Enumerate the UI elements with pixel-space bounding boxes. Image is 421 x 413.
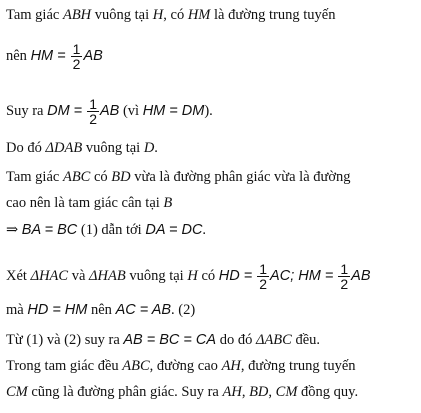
text: Tam giác	[6, 169, 63, 185]
fraction	[87, 97, 99, 126]
math: AC = AB	[115, 302, 172, 318]
math: H	[187, 267, 198, 284]
math: AB	[99, 102, 120, 119]
text: ).	[204, 102, 213, 119]
fraction-denominator: 2	[72, 56, 81, 72]
text: (1) dẫn tới	[77, 222, 146, 238]
math: ;	[290, 267, 299, 284]
text: ⇒	[6, 222, 22, 238]
math: AB	[83, 47, 103, 64]
line-7	[6, 221, 206, 239]
fraction-denominator: 2	[259, 276, 268, 292]
math: =	[69, 102, 87, 119]
text: cũng là đường phân giác. Suy ra	[27, 384, 223, 400]
text: , đường trung tuyến	[240, 358, 356, 374]
text: .	[202, 222, 207, 238]
math: D	[143, 140, 155, 156]
line-9	[6, 301, 195, 319]
text: và	[68, 267, 90, 284]
math: ΔHAC	[30, 267, 69, 284]
math: DM	[47, 102, 70, 119]
text: Từ (1) và (2) suy ra	[6, 332, 124, 348]
text: ,	[268, 384, 276, 400]
math: CM	[275, 384, 298, 400]
fraction	[71, 42, 83, 71]
line-8	[6, 262, 371, 291]
math: =	[53, 47, 70, 64]
math: HM	[30, 47, 54, 64]
line-11	[6, 357, 356, 375]
fraction-denominator: 2	[340, 276, 349, 292]
line-2	[6, 42, 103, 71]
math: AH	[221, 358, 241, 374]
math: HM = DM	[142, 102, 205, 119]
math: AB	[351, 267, 371, 284]
text: vuông tại	[82, 140, 144, 156]
text: cao nên là tam giác cân tại	[6, 195, 164, 211]
math: HM	[187, 7, 211, 23]
line-4	[6, 139, 158, 157]
fraction-numerator: 1	[72, 41, 81, 57]
text: Do đó	[6, 140, 46, 156]
math: AH	[222, 384, 242, 400]
text: Tam giác	[6, 7, 63, 23]
text: (vì	[119, 102, 143, 119]
line-3	[6, 97, 213, 126]
math: ΔHAB	[89, 267, 126, 284]
text: Trong tam giác đều	[6, 358, 123, 374]
math: AC	[270, 267, 291, 284]
text: đều.	[291, 332, 321, 348]
math: =	[320, 267, 338, 284]
math: B	[163, 195, 173, 211]
math: ΔABC	[255, 332, 292, 348]
math: CM	[6, 384, 28, 400]
text: . (2)	[171, 302, 196, 318]
math: BD	[249, 384, 269, 400]
text: , đường cao	[149, 358, 222, 374]
fraction	[257, 262, 269, 291]
fraction-numerator: 1	[340, 261, 349, 277]
math: AB = BC = CA	[123, 332, 217, 348]
math: BD	[111, 169, 131, 185]
text: là đường trung tuyến	[210, 7, 336, 23]
text: có	[197, 267, 219, 284]
text: nên	[6, 47, 31, 64]
math: ABC	[122, 358, 150, 374]
text: .	[154, 140, 158, 156]
fraction-numerator: 1	[259, 261, 268, 277]
math: ABC	[62, 169, 91, 185]
math: =	[239, 267, 257, 284]
math: BA = BC	[21, 222, 78, 238]
line-10	[6, 331, 320, 349]
text: vừa là đường phân giác vừa là đường	[130, 169, 351, 185]
text: vuông tại	[91, 7, 153, 23]
line-1	[6, 6, 335, 24]
text: ,	[241, 384, 250, 400]
text: mà	[6, 302, 28, 318]
math: HD = HM	[27, 302, 88, 318]
math: DA = DC	[145, 222, 203, 238]
text: do đó	[216, 332, 256, 348]
math: HD	[218, 267, 240, 284]
text: nên	[87, 302, 116, 318]
text: Xét	[6, 267, 31, 284]
text: , có	[163, 7, 188, 23]
text: Suy ra	[6, 102, 48, 119]
fraction	[338, 262, 350, 291]
line-6	[6, 194, 172, 212]
fraction-denominator: 2	[89, 111, 97, 127]
text: vuông tại	[125, 267, 188, 284]
math: ΔDAB	[45, 140, 83, 156]
math: H	[152, 7, 164, 23]
line-12	[6, 383, 358, 401]
line-5	[6, 168, 351, 186]
fraction-numerator: 1	[89, 96, 97, 112]
math: HM	[298, 267, 321, 284]
text: có	[90, 169, 112, 185]
text: đồng quy.	[297, 384, 359, 400]
math: ABH	[62, 7, 92, 23]
